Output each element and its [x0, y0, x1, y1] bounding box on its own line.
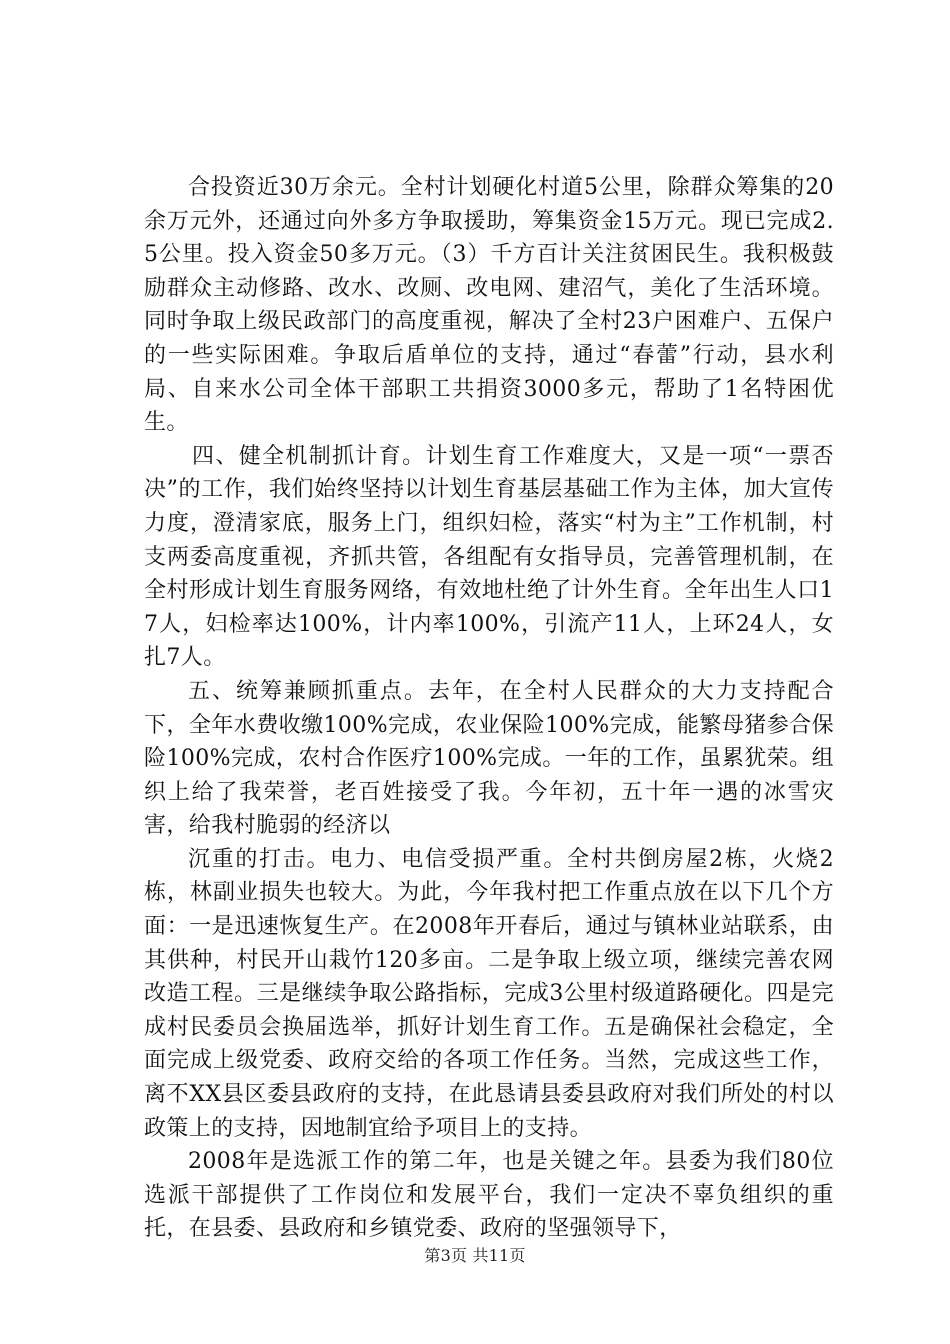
paragraph-5: 2008年是选派工作的第二年，也是关键之年。县委为我们80位选派干部提供了工作岗位和发展平台，我们一定决不辜负组织的重托，在县委、县政府和乡镇党委、政府的坚强领导下，: [144, 1149, 834, 1242]
paragraph-2: 四、健全机制抓计育。计划生育工作难度大，又是一项“一票否决”的工作，我们始终坚持以计划生育基层基础工作为主体，加大宣传力度，澄清家底，服务上门，组织妇检，落实“村为主”工作机制，村支两委高度重视，齐抓共管，各组配有女指导员，完善管理机制，在全村形成计划生育服务网络，有效地杜绝了计外生育。全年出生人口17人，妇检率达100%，计内率100%，引流产11人，上环24人，女扎7人。: [144, 443, 834, 671]
paragraph-4: 沉重的打击。电力、电信受损严重。全村共倒房屋2栋，火烧2栋，林副业损失也较大。为此，今年我村把工作重点放在以下几个方面：一是迅速恢复生产。在2008年开春后，通过与镇林业站联系，由其供种，村民开山栽竹120多亩。二是争取上级立项，继续完善农网改造工程。三是继续争取公路指标，完成3公里村级道路硬化。四是完成村民委员会换届选举，抓好计划生育工作。五是确保社会稳定，全面完成上级党委、政府交给的各项工作任务。当然，完成这些工作，离不XX县区委县政府的支持，在此恳请县委县政府对我们所处的村以政策上的支持，因地制宜给予项目上的支持。: [144, 846, 834, 1141]
document-body: [144, 171, 834, 1246]
paragraph-3: 五、统筹兼顾抓重点。去年，在全村人民群众的大力支持配合下，全年水费收缴100%完成，农业保险100%完成，能繁母猪参合保险100%完成，农村合作医疗100%完成。一年的工作，虽累犹荣。组织上给了我荣誉，老百姓接受了我。今年初，五十年一遇的冰雪灾害，给我村脆弱的经济以: [144, 678, 834, 839]
page-footer: 第3页 共11页: [424, 1246, 526, 1265]
paragraph-1: 合投资近30万余元。全村计划硬化村道5公里，除群众筹集的20余万元外，还通过向外多方争取援助，筹集资金15万元。现已完成2.5公里。投入资金50多万元。（3）千方百计关注贫困民生。我积极鼓励群众主动修路、改水、改厕、改电网、建沼气，美化了生活环境。同时争取上级民政部门的高度重视，解决了全村23户困难户、五保户的一些实际困难。争取后盾单位的支持，通过“春蕾”行动，县水利局、自来水公司全体干部职工共捐资3000多元，帮助了1名特困优生。: [144, 175, 834, 436]
